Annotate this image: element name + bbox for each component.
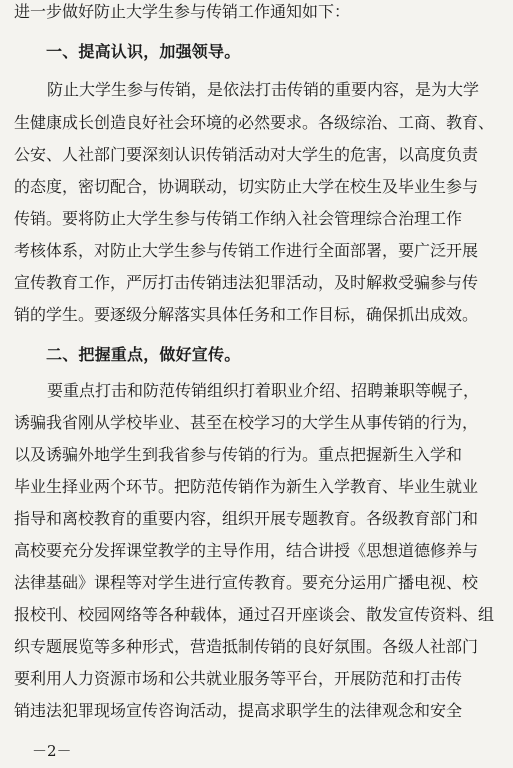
- section1-heading: 一、提高认识，加强领导。: [46, 42, 241, 61]
- section2-line-2: 诱骗我省刚从学校毕业、甚至在校学习的大学生从事传销的行为，: [14, 413, 479, 432]
- section2-line-6: 高校要充分发挥课堂教学的主导作用，结合讲授《思想道德修养与: [14, 541, 479, 560]
- section2-heading: 二、把握重点，做好宣传。: [46, 345, 241, 364]
- section1-line-1: 防止大学生参与传销，是依法打击传销的重要内容，是为大学: [47, 80, 480, 99]
- section1-line-6: 考核体系，对防止大学生参与传销工作进行全面部署，要广泛开展: [14, 241, 479, 260]
- intro-line: 进一步做好防止大学生参与传销工作通知如下：: [14, 2, 351, 21]
- section2-line-11: 销违法犯罪现场宣传咨询活动，提高求职学生的法律观念和安全: [14, 701, 463, 720]
- section2-line-4: 毕业生择业两个环节。把防范传销作为新生入学教育、毕业生就业: [14, 477, 479, 496]
- section2-line-8: 报校刊、校园网络等各种载体，通过召开座谈会、散发宣传资料、组: [14, 605, 495, 624]
- section1-line-2: 生健康成长创造良好社会环境的必然要求。各级综治、工商、教育、: [14, 113, 495, 132]
- section2-line-3: 以及诱骗外地学生到我省参与传销的行为。重点把握新生入学和: [14, 445, 463, 464]
- page-number: －2－: [32, 742, 72, 760]
- section2-line-9: 织专题展览等多种形式，营造抵制传销的良好氛围。各级人社部门: [14, 637, 479, 656]
- section2-line-5: 指导和离校教育的重要内容，组织开展专题教育。各级教育部门和: [14, 509, 479, 528]
- section2-line-10: 要利用人力资源市场和公共就业服务等平台，开展防范和打击传: [14, 669, 463, 688]
- section2-line-7: 法律基础》课程等对学生进行宣传教育。要充分运用广播电视、校: [14, 573, 479, 592]
- section1-line-7: 宣传教育工作，严厉打击传销违法犯罪活动，及时解救受骗参与传: [14, 273, 479, 292]
- section1-line-4: 的态度，密切配合，协调联动，切实防止大学在校生及毕业生参与: [14, 177, 479, 196]
- section1-line-8: 销的学生。要逐级分解落实具体任务和工作目标，确保抓出成效。: [14, 305, 479, 324]
- section1-line-5: 传销。要将防止大学生参与传销工作纳入社会管理综合治理工作: [14, 209, 463, 228]
- section1-line-3: 公安、人社部门要深刻认识传销活动对大学生的危害，以高度负责: [14, 145, 479, 164]
- section2-line-1: 要重点打击和防范传销组织打着职业介绍、招聘兼职等幌子，: [47, 381, 480, 400]
